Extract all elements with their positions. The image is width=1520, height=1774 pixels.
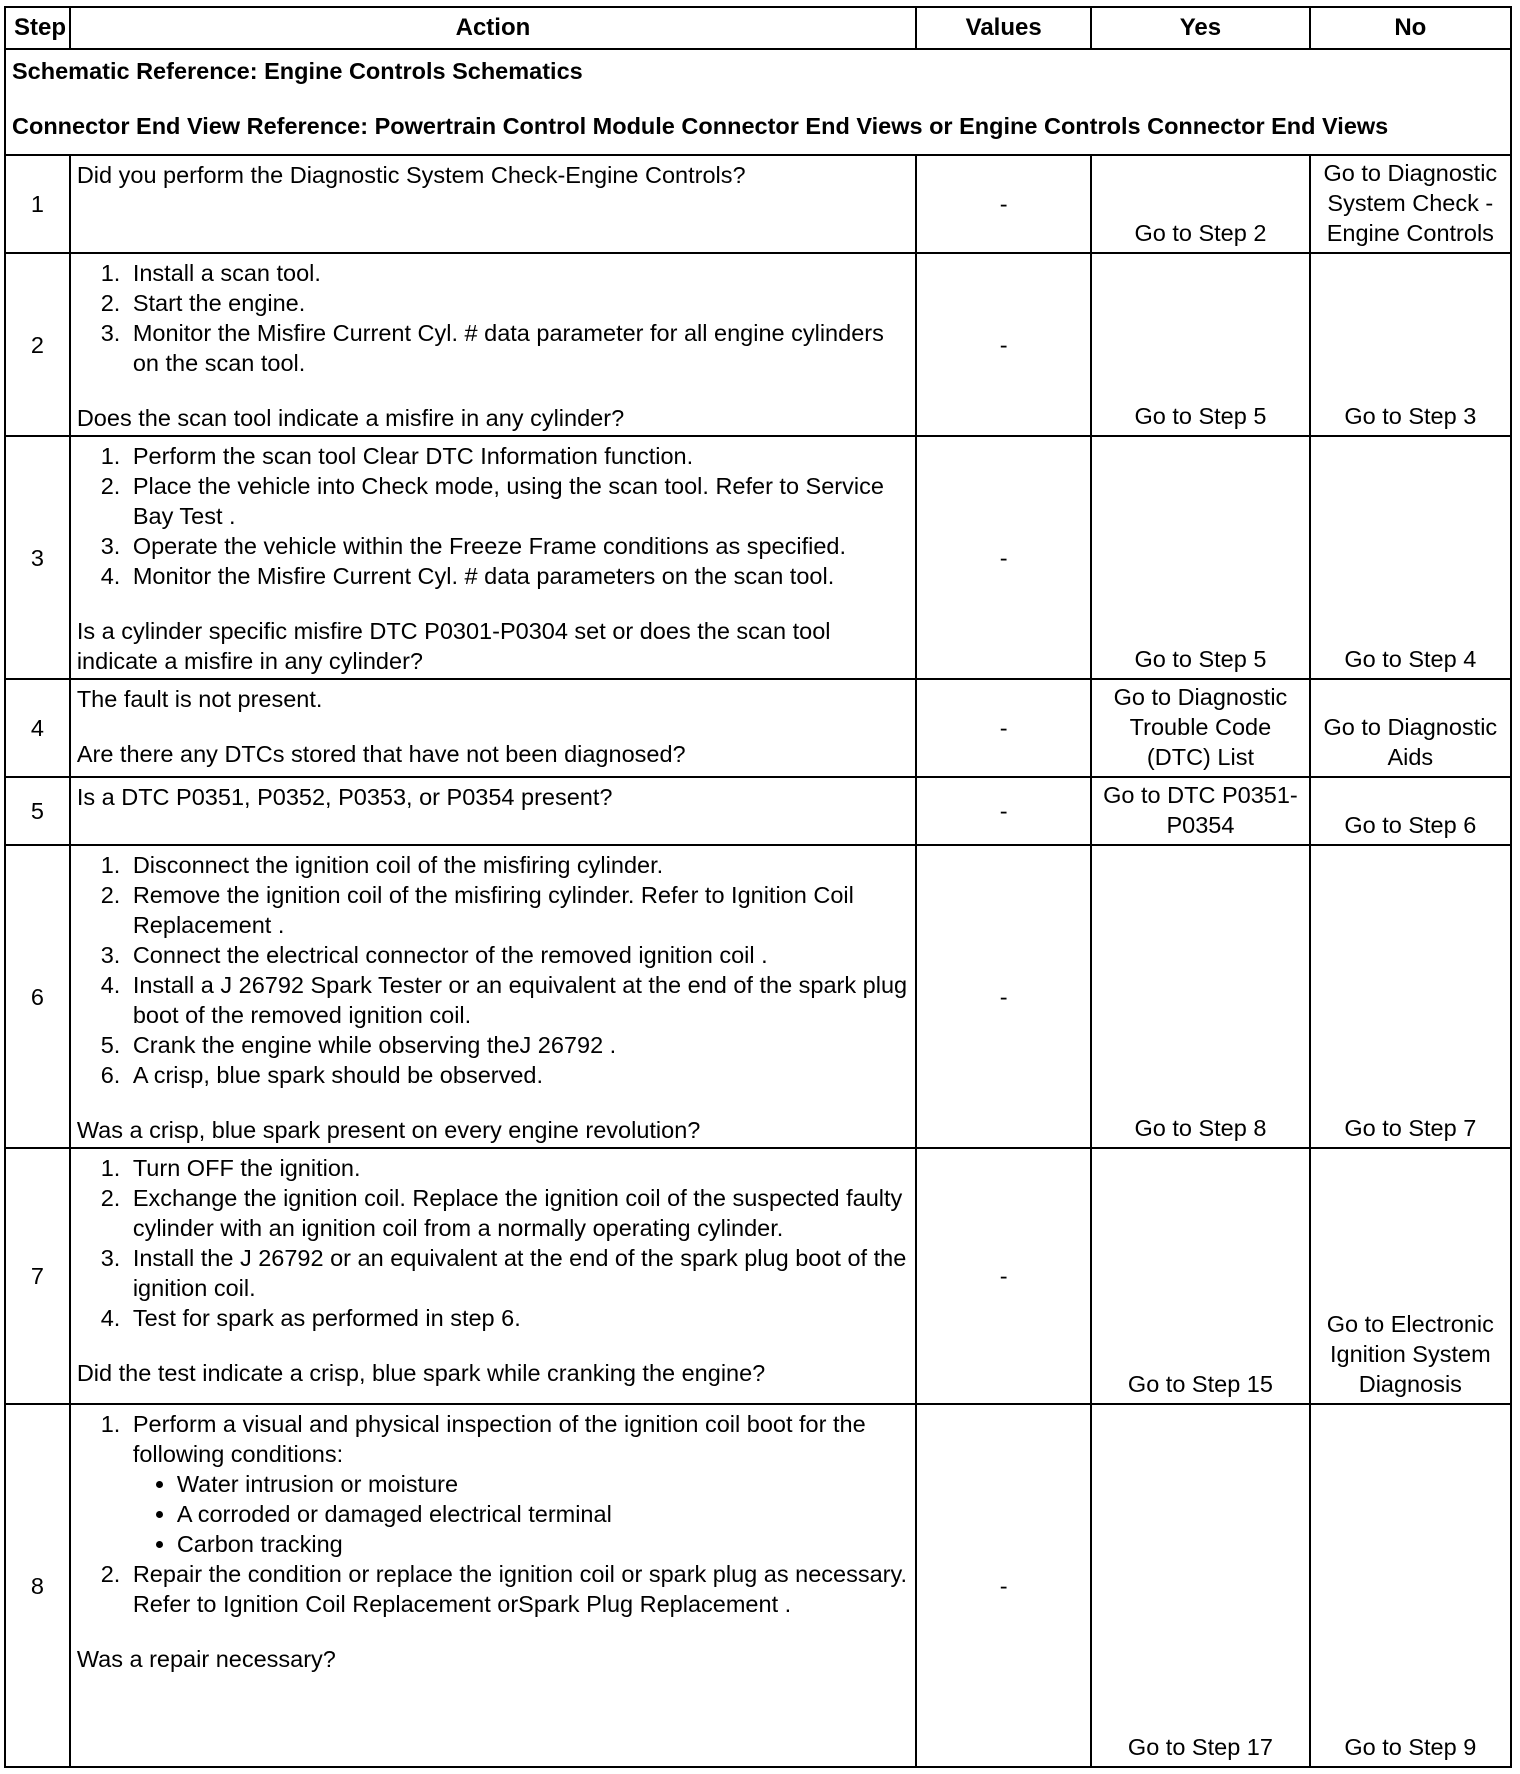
action-text: The fault is not present. xyxy=(76,686,323,712)
schematic-reference: Schematic Reference: Engine Controls Schematics xyxy=(12,58,583,84)
action-item: 1. Install a scan tool. xyxy=(127,258,909,288)
reference-row xyxy=(5,49,1511,155)
action-item: 4. Test for spark as performed in step 6. xyxy=(127,1303,909,1333)
no-cell: Go to Step 7 xyxy=(1310,845,1511,1148)
action-cell xyxy=(70,155,916,253)
action-question: Does the scan tool indicate a misfire in any cylinder? xyxy=(76,405,625,431)
step-number: 7 xyxy=(5,1148,70,1404)
action-question: Was a crisp, blue spark present on every engine revolution? xyxy=(76,1117,701,1143)
header-row xyxy=(5,7,1511,49)
action-text: Did you perform the Diagnostic System Check-Engine Controls? xyxy=(76,162,746,188)
header-yes: Yes xyxy=(1091,7,1309,49)
values-cell: - xyxy=(916,679,1091,777)
table-row xyxy=(5,679,1511,777)
action-cell xyxy=(70,436,916,679)
table-row xyxy=(5,1404,1511,1767)
action-list xyxy=(77,1153,909,1333)
table-row xyxy=(5,1148,1511,1404)
action-list xyxy=(77,1409,909,1619)
table-row xyxy=(5,436,1511,679)
action-cell xyxy=(70,845,916,1148)
diagnostic-table-sheet xyxy=(4,6,1512,1768)
header-values: Values xyxy=(916,7,1091,49)
action-list xyxy=(77,441,909,591)
step-number: 2 xyxy=(5,253,70,436)
reference-cell xyxy=(5,49,1511,155)
action-question: Is a cylinder specific misfire DTC P0301-P0304 set or does the scan tool indicate a misfire in any cylinder? xyxy=(76,618,831,674)
action-list xyxy=(77,850,909,1090)
no-cell: Go to Step 4 xyxy=(1310,436,1511,679)
yes-cell: Go to Step 5 xyxy=(1091,436,1309,679)
diagnostic-table xyxy=(4,6,1512,1768)
step-number: 5 xyxy=(5,777,70,845)
values-cell: - xyxy=(916,845,1091,1148)
table-row xyxy=(5,155,1511,253)
action-cell xyxy=(70,777,916,845)
action-question: Was a repair necessary? xyxy=(76,1646,336,1672)
no-cell: Go to Step 6 xyxy=(1310,777,1511,845)
action-item: 3. Operate the vehicle within the Freeze Frame conditions as specified. xyxy=(127,531,909,561)
table-row xyxy=(5,845,1511,1148)
values-cell: - xyxy=(916,436,1091,679)
no-cell: Go to Diagnostic Aids xyxy=(1310,679,1511,777)
action-item: 1. Disconnect the ignition coil of the misfiring cylinder. xyxy=(127,850,909,880)
header-action: Action xyxy=(70,7,916,49)
action-item: 2. Exchange the ignition coil. Replace the ignition coil of the suspected faulty cylinder with an ignition coil from a normally operating cylinder. xyxy=(127,1183,909,1243)
action-item: 6. A crisp, blue spark should be observed. xyxy=(127,1060,909,1090)
yes-cell: Go to Step 15 xyxy=(1091,1148,1309,1404)
action-cell xyxy=(70,1148,916,1404)
step-number: 6 xyxy=(5,845,70,1148)
step-number: 8 xyxy=(5,1404,70,1767)
connector-reference: Connector End View Reference: Powertrain Control Module Connector End Views or Engine Controls Connector End Views xyxy=(12,113,1389,139)
action-cell xyxy=(70,253,916,436)
action-item: 2. Remove the ignition coil of the misfiring cylinder. Refer to Ignition Coil Replacement . xyxy=(127,880,909,940)
step-number: 1 xyxy=(5,155,70,253)
table-row xyxy=(5,777,1511,845)
action-item: 3. Connect the electrical connector of the removed ignition coil . xyxy=(127,940,909,970)
action-item: 2. Repair the condition or replace the ignition coil or spark plug as necessary. Refer to Ignition Coil Replacement orSpark Plug Replacement . xyxy=(127,1559,909,1619)
no-cell: Go to Step 9 xyxy=(1310,1404,1511,1767)
action-item xyxy=(127,1409,909,1559)
values-cell: - xyxy=(916,155,1091,253)
action-item-text: Perform a visual and physical inspection of the ignition coil boot for the following conditions: xyxy=(132,1411,866,1467)
table-row xyxy=(5,253,1511,436)
yes-cell: Go to DTC P0351-P0354 xyxy=(1091,777,1309,845)
action-cell xyxy=(70,679,916,777)
condition-list xyxy=(133,1469,909,1559)
action-item: 1. Perform the scan tool Clear DTC Information function. xyxy=(127,441,909,471)
values-cell: - xyxy=(916,1404,1091,1767)
action-item: 1. Turn OFF the ignition. xyxy=(127,1153,909,1183)
action-question: Did the test indicate a crisp, blue spark while cranking the engine? xyxy=(76,1360,766,1386)
condition-item: • A corroded or damaged electrical terminal xyxy=(177,1499,909,1529)
yes-cell: Go to Step 8 xyxy=(1091,845,1309,1148)
action-item: 4. Monitor the Misfire Current Cyl. # data parameters on the scan tool. xyxy=(127,561,909,591)
condition-item: • Water intrusion or moisture xyxy=(177,1469,909,1499)
no-cell: Go to Step 3 xyxy=(1310,253,1511,436)
action-item: 2. Start the engine. xyxy=(127,288,909,318)
condition-item: • Carbon tracking xyxy=(177,1529,909,1559)
yes-cell: Go to Diagnostic Trouble Code (DTC) List xyxy=(1091,679,1309,777)
header-step: Step xyxy=(5,7,70,49)
action-item: 2. Place the vehicle into Check mode, using the scan tool. Refer to Service Bay Test . xyxy=(127,471,909,531)
no-cell: Go to Electronic Ignition System Diagnosis xyxy=(1310,1148,1511,1404)
action-list xyxy=(77,258,909,378)
action-item: 3. Monitor the Misfire Current Cyl. # data parameter for all engine cylinders on the scan tool. xyxy=(127,318,909,378)
values-cell: - xyxy=(916,1148,1091,1404)
action-cell xyxy=(70,1404,916,1767)
yes-cell: Go to Step 17 xyxy=(1091,1404,1309,1767)
yes-cell: Go to Step 5 xyxy=(1091,253,1309,436)
values-cell: - xyxy=(916,777,1091,845)
step-number: 3 xyxy=(5,436,70,679)
action-item: 5. Crank the engine while observing theJ 26792 . xyxy=(127,1030,909,1060)
step-number: 4 xyxy=(5,679,70,777)
action-item: 4. Install a J 26792 Spark Tester or an equivalent at the end of the spark plug boot of the removed ignition coil. xyxy=(127,970,909,1030)
values-cell: - xyxy=(916,253,1091,436)
action-text: Is a DTC P0351, P0352, P0353, or P0354 present? xyxy=(76,784,613,810)
no-cell: Go to Diagnostic System Check - Engine Controls xyxy=(1310,155,1511,253)
yes-cell: Go to Step 2 xyxy=(1091,155,1309,253)
header-no: No xyxy=(1310,7,1511,49)
action-item: 3. Install the J 26792 or an equivalent at the end of the spark plug boot of the ignition coil. xyxy=(127,1243,909,1303)
action-question: Are there any DTCs stored that have not been diagnosed? xyxy=(76,741,686,767)
